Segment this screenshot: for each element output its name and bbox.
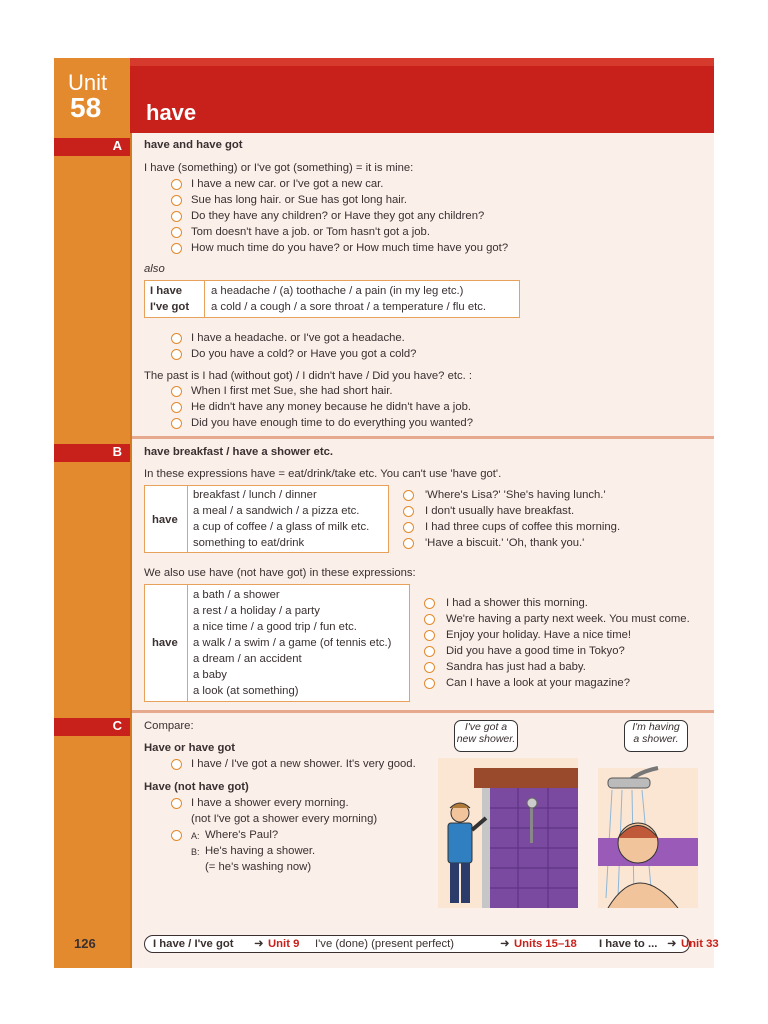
unit-label: Unit [68, 70, 108, 95]
speech-bubble: I'm having a shower. [624, 720, 688, 752]
example-line: Do you have a cold? or Have you got a cold? [191, 348, 417, 360]
section-b-heading: have breakfast / have a shower etc. [144, 446, 334, 458]
ref-text: I have to ... [599, 938, 658, 950]
ref-unit-link[interactable]: Unit 33 [681, 938, 719, 950]
dialogue-note: (= he's washing now) [205, 861, 312, 873]
dialogue-line: Where's Paul? [205, 829, 279, 841]
compare-label: Compare: [144, 720, 194, 732]
section-divider [132, 710, 714, 713]
example-line: When I first met Sue, she had short hair. [191, 385, 393, 397]
ref-text: I have / I've got [153, 938, 234, 950]
bullet-icon [171, 195, 182, 206]
shower-head-icon [608, 778, 650, 788]
dialogue-line: He's having a shower. [205, 845, 316, 857]
bullet-icon [171, 402, 182, 413]
table-label: have [152, 637, 178, 649]
bullet-icon [171, 211, 182, 222]
section-a-definition: I have (something) or I've got (something) = it is mine: [144, 162, 414, 174]
speaker-label: B: [191, 847, 200, 857]
past-rule: The past is I had (without got) / I didn't have / Did you have? etc. : [144, 370, 473, 382]
table-item: a rest / a holiday / a party [193, 605, 320, 617]
bullet-icon [403, 490, 414, 501]
subheading: Have (not have got) [144, 781, 249, 793]
example-line: How much time do you have? or How much time have you got? [191, 242, 509, 254]
cross-reference-bar [144, 935, 719, 953]
table-item: a bath / a shower [193, 589, 280, 601]
table-right-cell: a cold / a cough / a sore throat / a temperature / flu etc. [211, 301, 487, 313]
page [54, 58, 719, 968]
example-line: I have / I've got a new shower. It's very good. [191, 758, 416, 770]
section-b-intro: In these expressions have = eat/drink/take etc. You can't use 'have got'. [144, 468, 502, 480]
table-left-cell: I've got [150, 301, 190, 313]
example-line: I have a headache. or I've got a headache. [191, 332, 405, 344]
bullet-icon [171, 333, 182, 344]
example-line: Can I have a look at your magazine? [446, 677, 630, 689]
bullet-icon [424, 662, 435, 673]
example-line: 'Where's Lisa?' 'She's having lunch.' [425, 489, 606, 501]
header-banner [130, 58, 714, 133]
bullet-icon [171, 179, 182, 190]
bullet-icon [171, 418, 182, 429]
example-line: I had three cups of coffee this morning. [425, 521, 621, 533]
bullet-icon [403, 538, 414, 549]
section-tab-a: A [54, 138, 130, 156]
arrow-icon: ➜ [667, 938, 677, 950]
example-line: Tom doesn't have a job. or Tom hasn't got a job. [191, 226, 430, 238]
section-tab-c: C [54, 718, 130, 736]
arrow-icon: ➜ [254, 938, 264, 950]
bullet-icon [424, 678, 435, 689]
example-line: Sue has long hair. or Sue has got long hair. [191, 194, 408, 206]
ref-unit-link[interactable]: Units 15–18 [514, 938, 577, 950]
example-line: We're having a party next week. You must come. [446, 613, 690, 625]
table-label: have [152, 514, 178, 526]
example-line: 'Have a biscuit.' 'Oh, thank you.' [425, 537, 585, 549]
example-line: Did you have enough time to do everything you wanted? [191, 417, 473, 429]
bullet-icon [424, 614, 435, 625]
table-item: breakfast / lunch / dinner [193, 489, 317, 501]
roof-icon [474, 768, 578, 788]
bullet-icon [171, 798, 182, 809]
example-line: I don't usually have breakfast. [425, 505, 575, 517]
table-item: a cup of coffee / a glass of milk etc. [193, 521, 370, 533]
bullet-icon [171, 830, 182, 841]
table-right-cell: a headache / (a) toothache / a pain (in my leg etc.) [211, 285, 464, 297]
bullet-icon [171, 243, 182, 254]
section-b-intro2: We also use have (not have got) in these expressions: [144, 567, 416, 579]
side-margin [54, 58, 130, 968]
bullet-icon [403, 522, 414, 533]
table-item: a meal / a sandwich / a pizza etc. [193, 505, 360, 517]
page-number: 126 [74, 936, 96, 951]
bullet-icon [171, 349, 182, 360]
example-line: I had a shower this morning. [446, 597, 588, 609]
table-item: a baby [193, 669, 227, 681]
example-line: I have a shower every morning. [191, 797, 349, 809]
example-line: Did you have a good time in Tokyo? [446, 645, 625, 657]
example-line: I have a new car. or I've got a new car. [191, 178, 384, 190]
table-left-cell: I have [150, 285, 183, 297]
table-item: a look (at something) [193, 685, 299, 697]
speech-bubble: I've got a new shower. [454, 720, 518, 752]
speaker-label: A: [191, 831, 200, 841]
table-item: a walk / a swim / a game (of tennis etc.) [193, 637, 392, 649]
section-tab-b: B [54, 444, 130, 462]
illustration-new-shower [438, 748, 578, 908]
example-line: Sandra has just had a baby. [446, 661, 586, 673]
unit-number: 58 [70, 92, 102, 123]
also-label: also [144, 263, 165, 275]
bullet-icon [424, 630, 435, 641]
bullet-icon [424, 646, 435, 657]
example-line: Do they have any children? or Have they got any children? [191, 210, 485, 222]
example-line: Enjoy your holiday. Have a nice time! [446, 629, 632, 641]
table-item: a dream / an accident [193, 653, 302, 665]
illustration-having-shower [598, 758, 698, 908]
arrow-icon: ➜ [500, 938, 510, 950]
section-a-heading: have and have got [144, 139, 243, 151]
ref-unit-link[interactable]: Unit 9 [268, 938, 300, 950]
bullet-icon [171, 227, 182, 238]
ref-text: I've (done) (present perfect) [315, 938, 455, 950]
example-line: He didn't have any money because he didn't have a job. [191, 401, 472, 413]
example-note: (not I've got a shower every morning) [191, 813, 378, 825]
bullet-icon [171, 386, 182, 397]
table-item: a nice time / a good trip / fun etc. [193, 621, 357, 633]
bullet-icon [403, 506, 414, 517]
page-title: have [146, 100, 197, 125]
bullet-icon [171, 759, 182, 770]
section-divider [132, 436, 714, 439]
subheading: Have or have got [144, 742, 236, 754]
table-item: something to eat/drink [193, 537, 305, 549]
bullet-icon [424, 598, 435, 609]
